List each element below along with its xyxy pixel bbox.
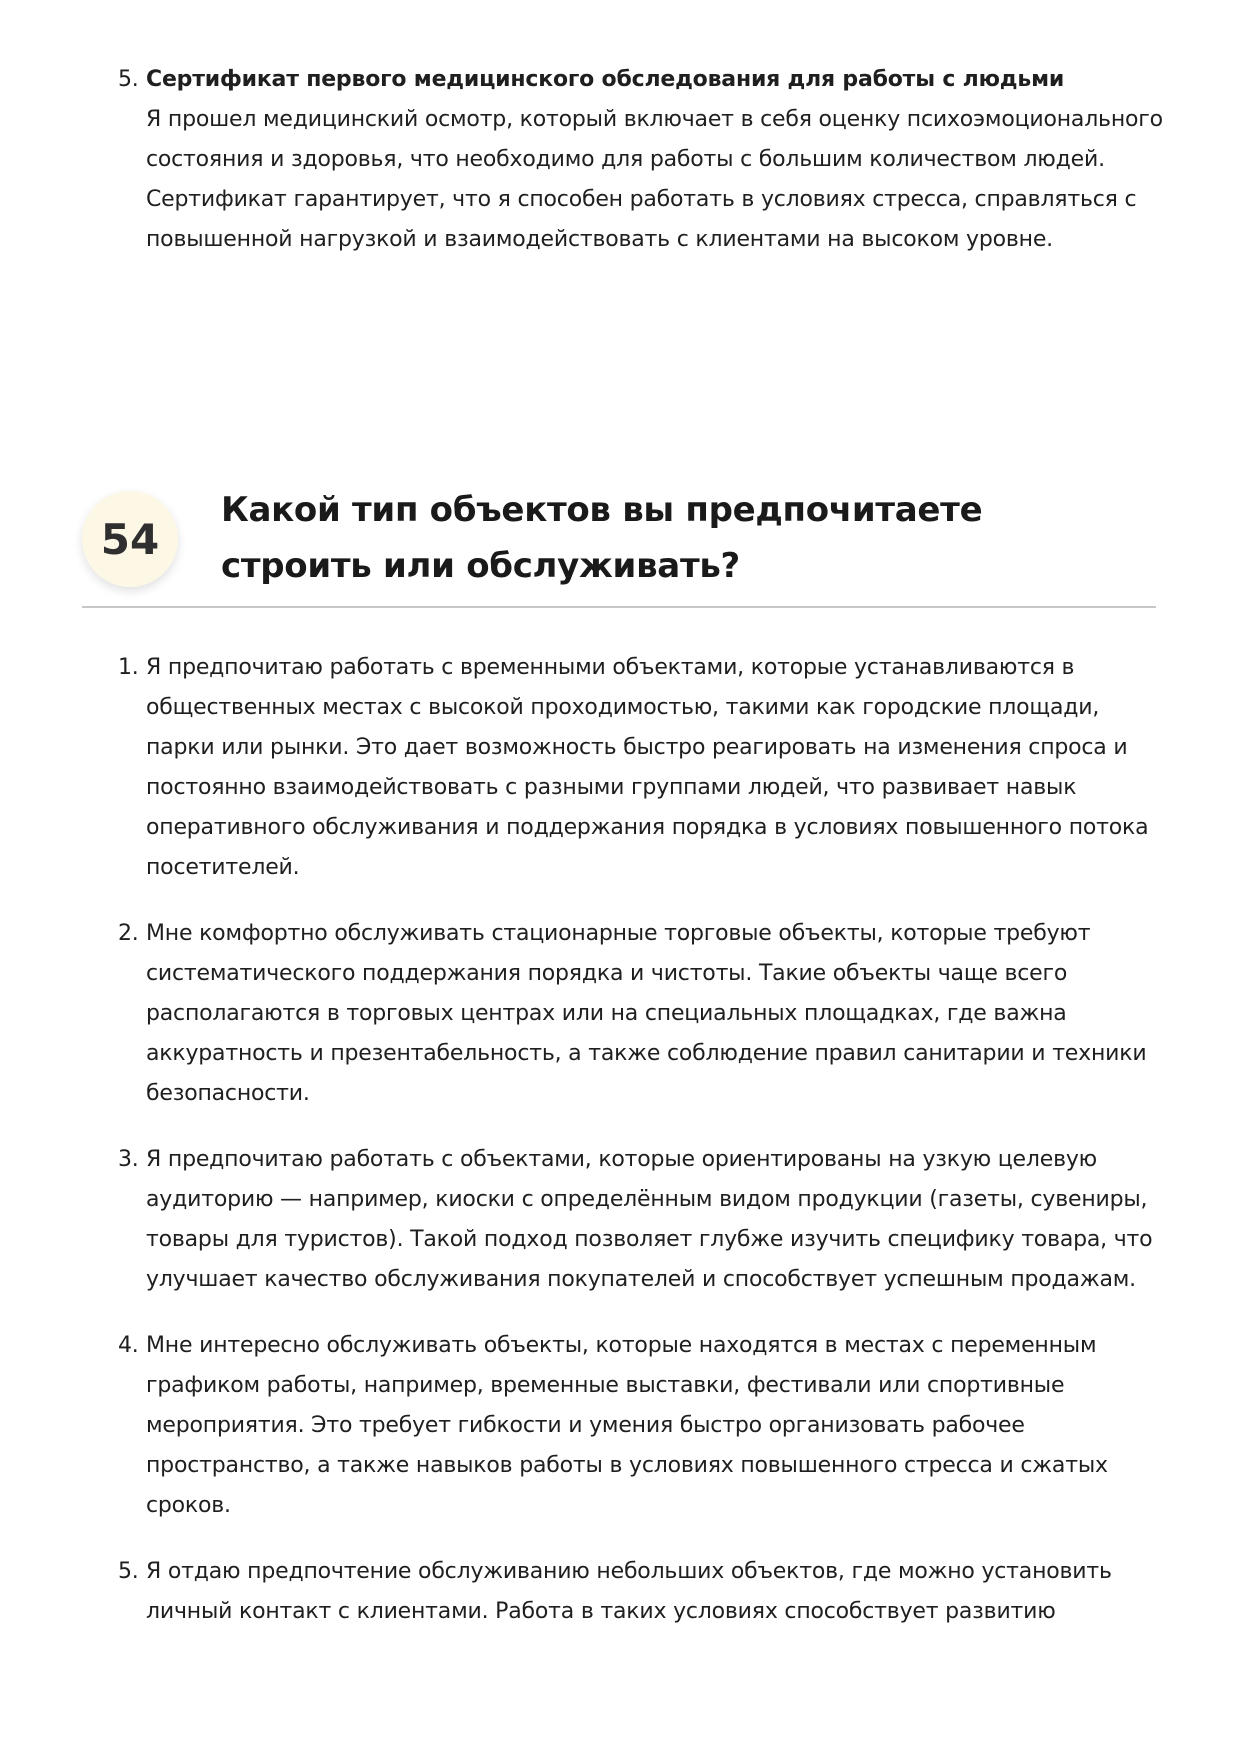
question-number-badge: 54 <box>82 491 178 587</box>
header-divider <box>82 606 1156 608</box>
item-text: Я предпочитаю работать с объектами, которые ориентированы на узкую целевую аудиторию — например, киоски с определённым видом продукции (газеты, сувениры, товары для туристов). Такой подход позволяет глубже изучить специфику товара, что улучшает качество обслуживания покупателей и способствует успешным продажам. <box>146 1147 1153 1292</box>
previous-answer-list <box>118 60 1164 260</box>
list-item <box>118 914 1164 1114</box>
item-text: Я отдаю предпочтение обслуживанию небольших объектов, где можно установить личный контакт с клиентами. Работа в таких условиях способствует развитию <box>146 1559 1112 1624</box>
item-number: 1. <box>118 655 139 680</box>
item-number: 2. <box>118 921 139 946</box>
list-item <box>118 1326 1164 1526</box>
item-number: 5. <box>118 67 139 92</box>
list-item <box>118 60 1164 260</box>
item-title: Сертификат первого медицинского обследования для работы с людьми <box>146 67 1065 92</box>
item-text: Мне комфортно обслуживать стационарные торговые объекты, которые требуют систематического поддержания порядка и чистоты. Такие объекты чаще всего располагаются в торговых центрах или на специальных площадках, где важна аккуратность и презентабельность, а также соблюдение правил санитарии и техники безопасности. <box>146 921 1147 1106</box>
list-item <box>118 1140 1164 1300</box>
item-text: Я предпочитаю работать с временными объектами, которые устанавливаются в общественных местах с высокой проходимостью, такими как городские площади, парки или рынки. Это дает возможность быстро реагировать на изменения спроса и постоянно взаимодействовать с разными группами людей, что развивает навык оперативного обслуживания и поддержания порядка в условиях повышенного потока посетителей. <box>146 655 1149 880</box>
item-text: Я прошел медицинский осмотр, который включает в себя оценку психоэмоционального состояния и здоровья, что необходимо для работы с большим количеством людей. Сертификат гарантирует, что я способен работать в условиях стресса, справляться с повышенной нагрузкой и взаимодействовать с клиентами на высоком уровне. <box>146 107 1163 252</box>
item-number: 5. <box>118 1559 139 1584</box>
question-title: Какой тип объектов вы предпочитаете строить или обслуживать? <box>221 490 983 586</box>
question-header <box>82 482 1156 608</box>
item-number: 4. <box>118 1333 139 1358</box>
item-number: 3. <box>118 1147 139 1172</box>
list-item <box>118 1552 1164 1632</box>
item-text: Мне интересно обслуживать объекты, которые находятся в местах с переменным графиком работы, например, временные выставки, фестивали или спортивные мероприятия. Это требует гибкости и умения быстро организовать рабочее пространство, а также навыков работы в условиях повышенного стресса и сжатых сроков. <box>146 1333 1108 1518</box>
answer-list <box>118 648 1164 1658</box>
list-item <box>118 648 1164 888</box>
